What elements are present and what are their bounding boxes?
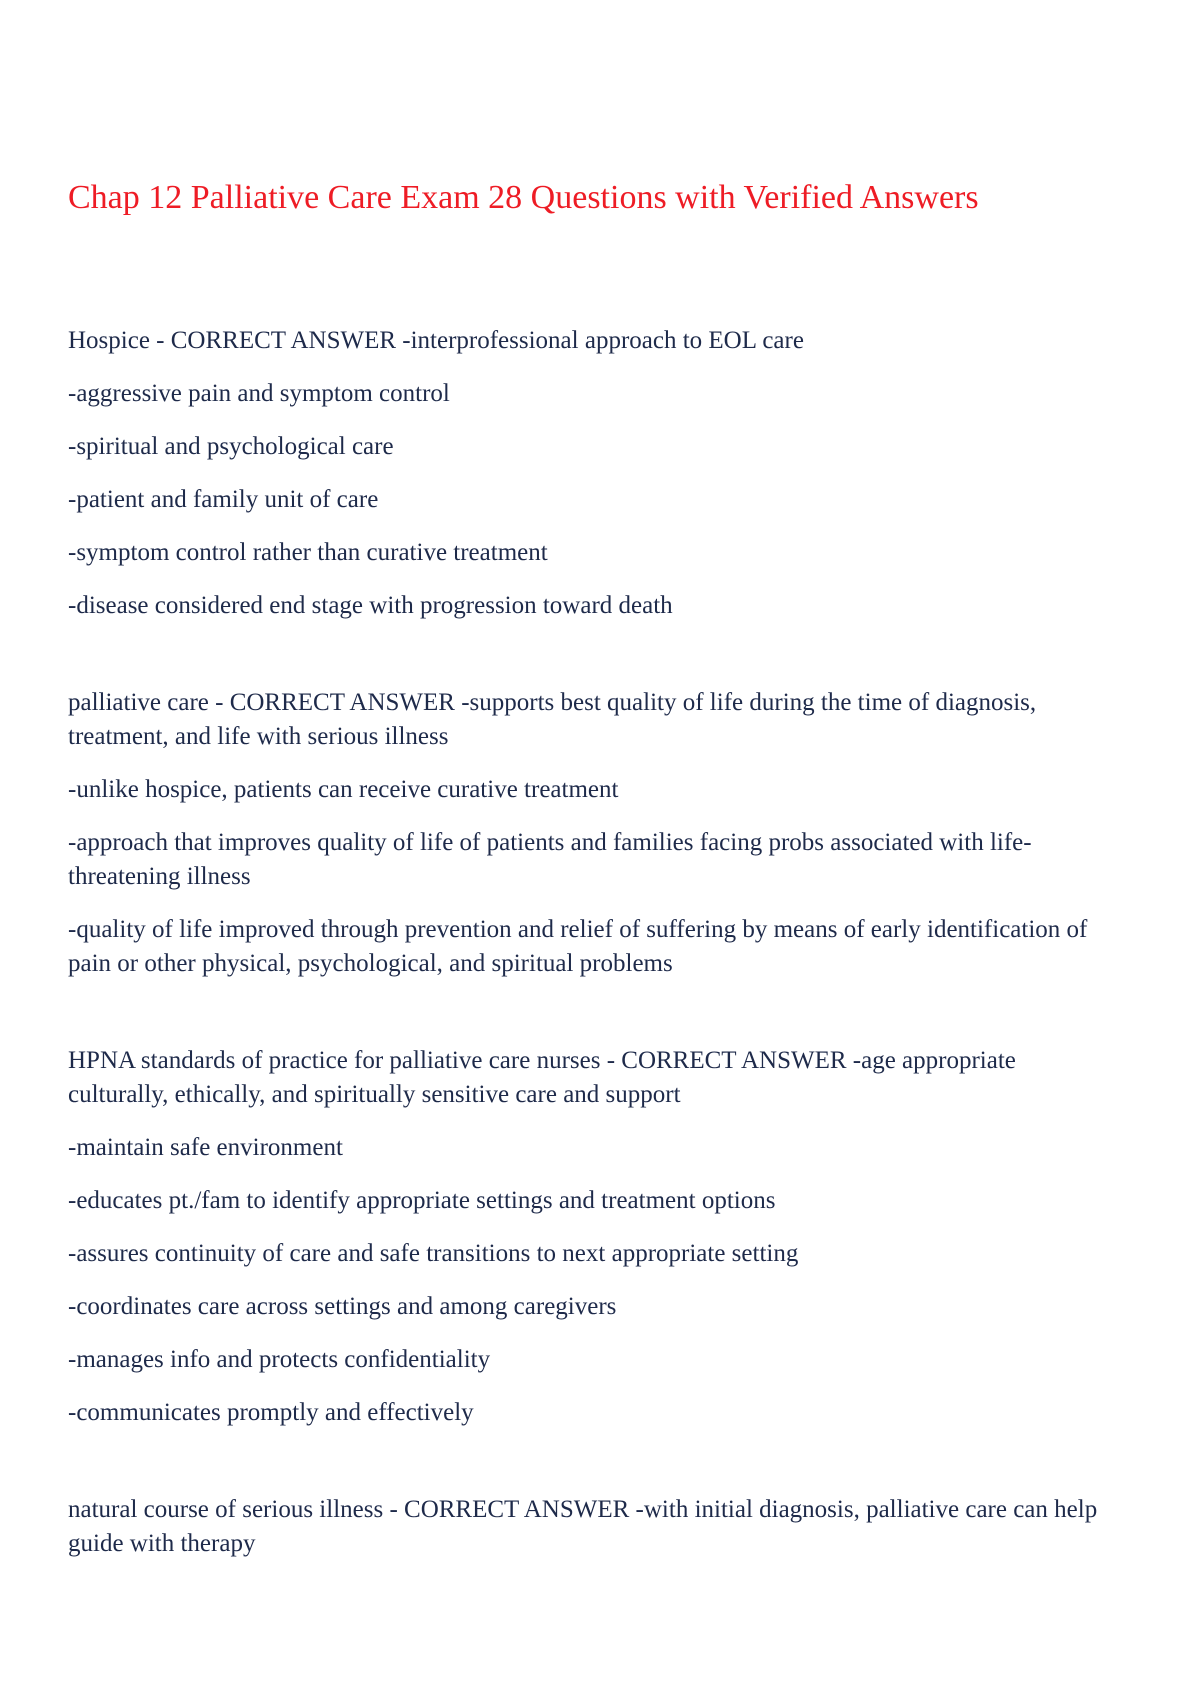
document-title: Chap 12 Palliative Care Exam 28 Questions with Verified Answers <box>68 179 979 216</box>
answer-line: -unlike hospice, patients can receive curative treatment <box>68 776 619 803</box>
answer-line: palliative care - CORRECT ANSWER -supports best quality of life during the time of diagnosis, treatment, and life with serious illness <box>68 689 1037 750</box>
answer-line: -symptom control rather than curative treatment <box>68 539 548 566</box>
answer-line: -educates pt./fam to identify appropriate settings and treatment options <box>68 1187 776 1214</box>
answer-line: -maintain safe environment <box>68 1134 343 1161</box>
answer-line: -coordinates care across settings and among caregivers <box>68 1293 617 1320</box>
answer-line: -patient and family unit of care <box>68 486 379 513</box>
answer-line: -disease considered end stage with progression toward death <box>68 592 673 619</box>
answer-line: -quality of life improved through prevention and relief of suffering by means of early identification of pain or other physical, psychological, and spiritual problems <box>68 916 1088 977</box>
answer-line: -manages info and protects confidentiality <box>68 1346 491 1373</box>
qa-entry-palliative-care <box>68 686 1108 981</box>
answer-line: HPNA standards of practice for palliative care nurses - CORRECT ANSWER -age appropriate culturally, ethically, and spiritually sensitive care and support <box>68 1047 1016 1108</box>
answer-line: -spiritual and psychological care <box>68 433 394 460</box>
answer-line: -assures continuity of care and safe transitions to next appropriate setting <box>68 1240 799 1267</box>
document-body <box>68 324 1108 1561</box>
qa-entry-hpna-standards <box>68 1044 1108 1430</box>
answer-line: -communicates promptly and effectively <box>68 1399 474 1426</box>
qa-entry-natural-course <box>68 1493 1108 1561</box>
answer-line: -aggressive pain and symptom control <box>68 380 450 407</box>
answer-line: natural course of serious illness - CORRECT ANSWER -with initial diagnosis, palliative care can help guide with therapy <box>68 1496 1098 1557</box>
answer-line: Hospice - CORRECT ANSWER -interprofessional approach to EOL care <box>68 327 804 354</box>
qa-entry-hospice <box>68 324 1108 623</box>
answer-line: -approach that improves quality of life of patients and families facing probs associated with life-threatening illness <box>68 829 1032 890</box>
